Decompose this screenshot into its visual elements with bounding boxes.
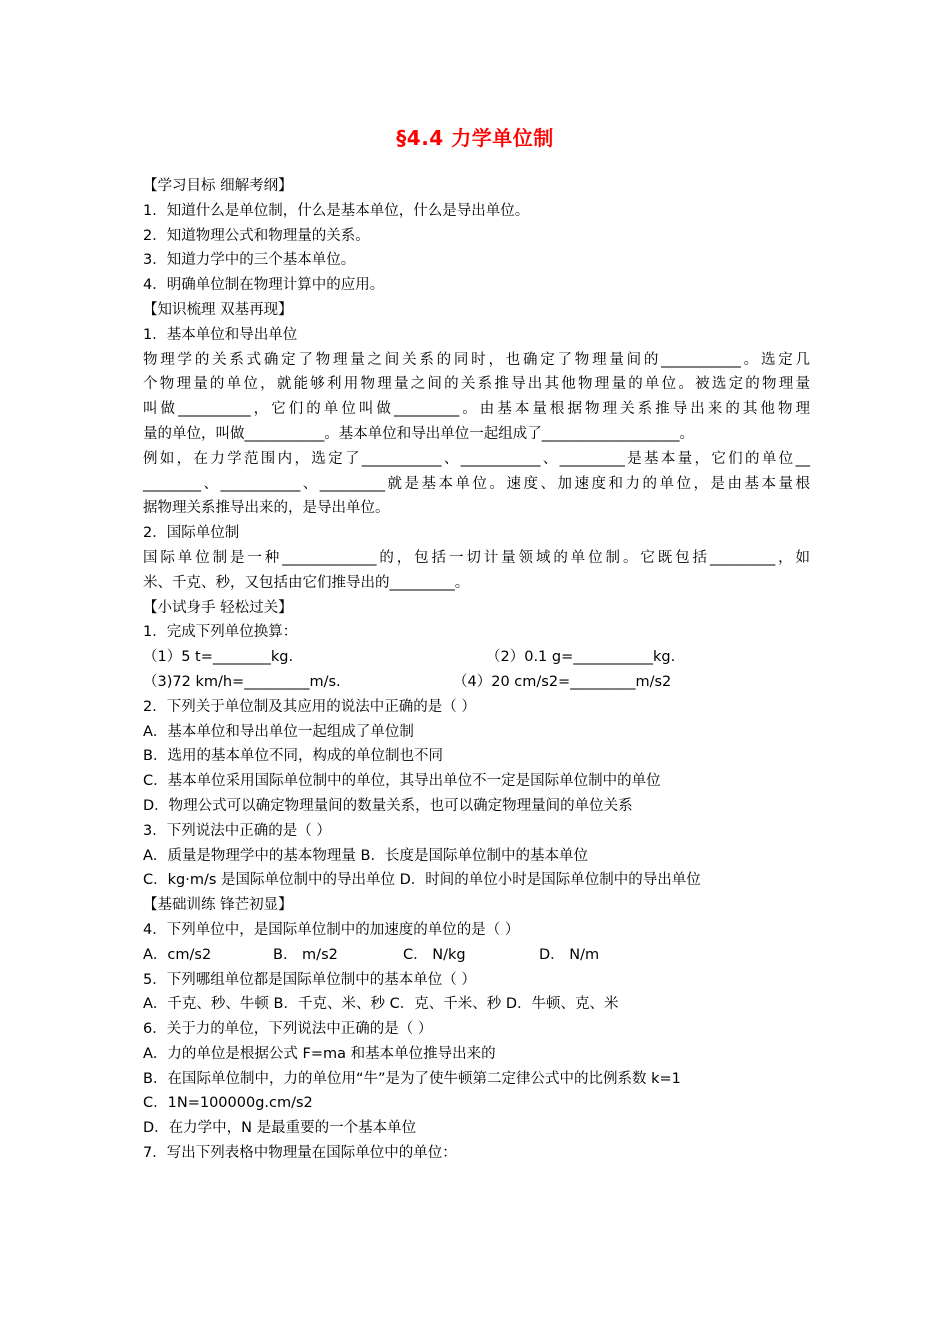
paragraph-line: 例如，在力学范围内，选定了___________、___________、_________是基本量，它们的单位__ (143, 450, 810, 467)
paragraph-line: 米、千克、秒，又包括由它们推导出的_________。 (143, 574, 470, 591)
paragraph-line: 据物理关系推导出来的，是导出单位。 (143, 500, 390, 517)
question-stem: 4．下列单位中，是国际单位制中的加速度的单位的是（ ） (143, 921, 520, 938)
section-heading: 【学习目标 细解考纲】 (143, 178, 293, 194)
subsection-heading: 1．基本单位和导出单位 (143, 326, 298, 343)
answer-option: C．1N=100000g.cm/s2 (143, 1095, 313, 1112)
answer-option: D． N/m (539, 946, 600, 963)
question-stem: 1．完成下列单位换算： (143, 624, 298, 641)
conversion-item: （2）0.1 g=___________kg. (486, 649, 676, 666)
conversion-item: （1）5 t=________kg. (143, 649, 294, 666)
answer-option: A．cm/s2 (143, 946, 212, 963)
answer-option: A．质量是物理学中的基本物理量 B．长度是国际单位制中的基本单位 (143, 847, 588, 864)
page-title: §4.4 力学单位制 (396, 126, 554, 150)
section-heading: 【基础训练 锋芒初显】 (143, 897, 293, 914)
answer-option: C． N/kg (403, 946, 466, 963)
subsection-heading: 2．国际单位制 (143, 525, 240, 542)
objective-item: 2．知道物理公式和物理量的关系。 (143, 227, 370, 244)
conversion-item: （4）20 cm/s2=_________m/s2 (453, 673, 672, 690)
paragraph-line: 国际单位制是一种_____________的，包括一切计量领域的单位制。它既包括_________，如 (143, 549, 810, 566)
objective-item: 1．知道什么是单位制，什么是基本单位，什么是导出单位。 (143, 202, 530, 219)
answer-option: A．力的单位是根据公式 F=ma 和基本单位推导出来的 (143, 1045, 496, 1062)
answer-option: C．基本单位采用国际单位制中的单位，其导出单位不一定是国际单位制中的单位 (143, 773, 661, 790)
question-stem: 6．关于力的单位，下列说法中正确的是（ ） (143, 1021, 433, 1038)
answer-option: D．物理公式可以确定物理量间的数量关系，也可以确定物理量间的单位关系 (143, 797, 633, 814)
paragraph-line: 量的单位，叫做___________。基本单位和导出单位一起组成了___________________。 (143, 425, 694, 442)
conversion-row (143, 670, 810, 695)
option-row (143, 943, 810, 968)
question-stem: 2．下列关于单位制及其应用的说法中正确的是（ ） (143, 698, 476, 715)
question-stem: 5．下列哪组单位都是国际单位制中的基本单位（ ） (143, 971, 476, 988)
answer-option: B．在国际单位制中，力的单位用“牛”是为了使牛顿第二定律公式中的比例系数 k=1 (143, 1070, 681, 1087)
section-heading: 【小试身手 轻松过关】 (143, 599, 293, 616)
paragraph-line: 叫做__________，它们的单位叫做_________。由基本量根据物理关系推导出来的其他物理 (143, 401, 810, 418)
answer-option: A．基本单位和导出单位一起组成了单位制 (143, 723, 414, 740)
question-stem: 3．下列说法中正确的是（ ） (143, 822, 331, 839)
objective-item: 4．明确单位制在物理计算中的应用。 (143, 277, 385, 294)
question-stem: 7．写出下列表格中物理量在国际单位中的单位： (143, 1145, 457, 1162)
document-body (143, 174, 810, 1166)
paragraph-line: ________、___________、_________就是基本单位。速度、加速度和力的单位，是由基本量根 (143, 475, 810, 492)
answer-option: C．kg·m/s 是国际单位制中的导出单位 D．时间的单位小时是国际单位制中的导出单位 (143, 872, 701, 889)
paragraph-line: 个物理量的单位，就能够利用物理量之间的关系推导出其他物理量的单位。被选定的物理量 (143, 376, 810, 393)
answer-option: A．千克、秒、牛顿 B．千克、米、秒 C．克、千米、秒 D．牛顿、克、米 (143, 996, 619, 1013)
objective-item: 3．知道力学中的三个基本单位。 (143, 252, 356, 269)
conversion-item: （3)72 km/h=_________m/s. (143, 673, 341, 690)
conversion-row (143, 645, 810, 670)
answer-option: D．在力学中，N 是最重要的一个基本单位 (143, 1120, 417, 1137)
answer-option: B．选用的基本单位不同，构成的单位制也不同 (143, 748, 443, 765)
paragraph-line: 物理学的关系式确定了物理量之间关系的同时，也确定了物理量间的___________。选定几 (143, 351, 810, 368)
answer-option: B． m/s2 (273, 946, 338, 963)
section-heading: 【知识梳理 双基再现】 (143, 301, 293, 318)
